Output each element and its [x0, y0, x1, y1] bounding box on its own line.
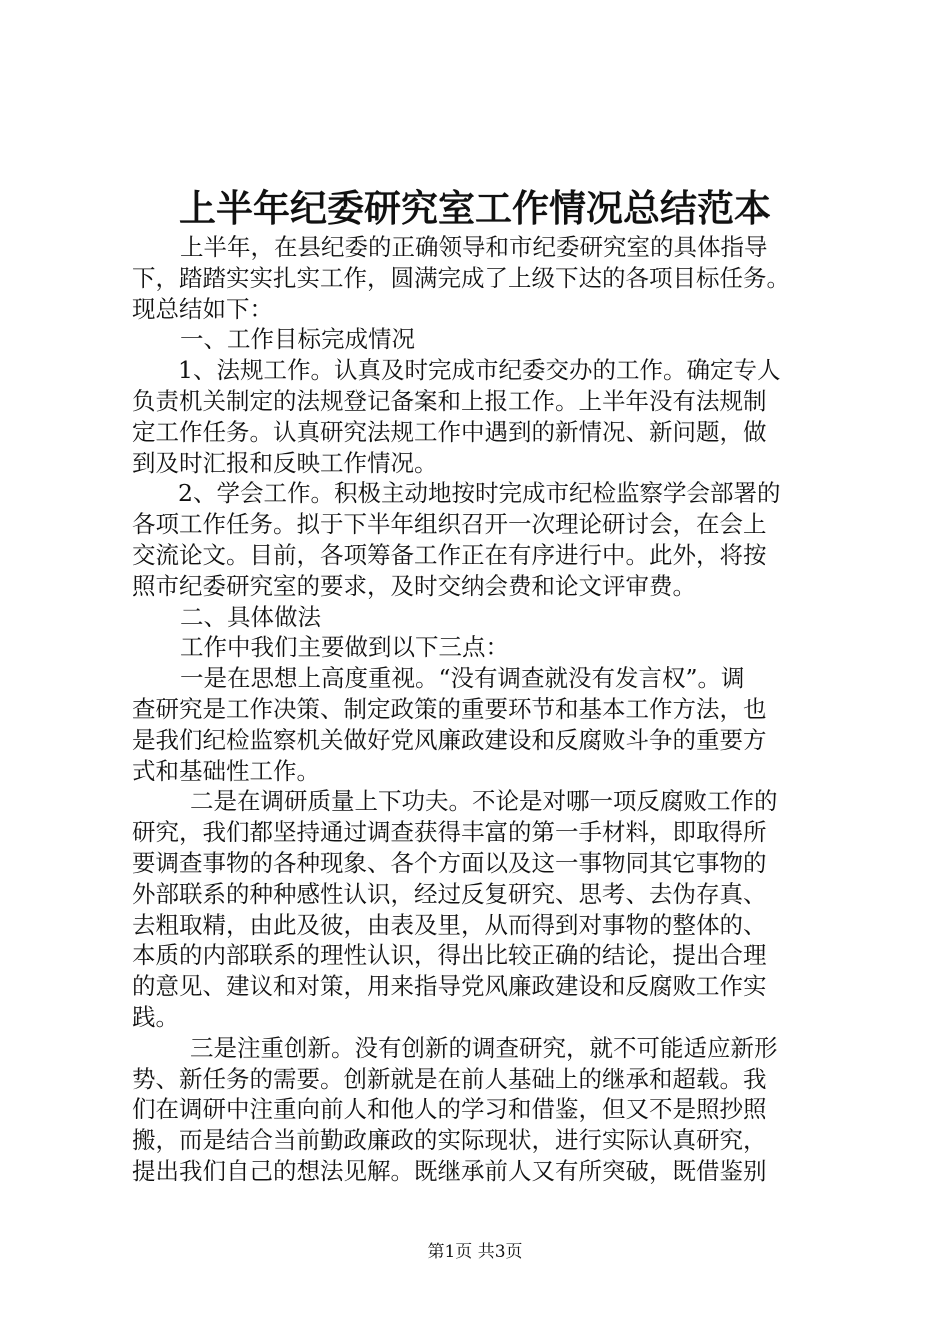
page-footer: 第1页 共3页 — [427, 1242, 523, 1262]
body-line: 践。 — [132, 1002, 179, 1031]
body-line: 各项工作任务。拟于下半年组织召开一次理论研讨会，在会上 — [132, 510, 767, 539]
body-line: 是我们纪检监察机关做好党风廉政建设和反腐败斗争的重要方 — [132, 725, 767, 754]
body-line: 一是在思想上高度重视。“没有调查就没有发言权”。调 — [180, 664, 745, 693]
body-line: 查研究是工作决策、制定政策的重要环节和基本工作方法，也 — [132, 694, 767, 723]
document-title: 上半年纪委研究室工作情况总结范本 — [179, 186, 771, 230]
body-line: 要调查事物的各种现象、各个方面以及这一事物同其它事物的 — [132, 848, 767, 877]
body-line: 二是在调研质量上下功夫。不论是对哪一项反腐败工作的 — [190, 787, 778, 816]
body-line: 下，踏踏实实扎实工作，圆满完成了上级下达的各项目标任务。 — [132, 263, 790, 292]
body-line: 负责机关制定的法规登记备案和上报工作。上半年没有法规制 — [132, 386, 767, 415]
section-heading: 一、工作目标完成情况 — [180, 325, 415, 354]
body-line: 上半年，在县纪委的正确领导和市纪委研究室的具体指导 — [180, 233, 768, 261]
section-heading: 二、具体做法 — [180, 602, 321, 631]
body-line: 1、法规工作。认真及时完成市纪委交办的工作。确定专人 — [178, 356, 781, 385]
body-line: 照市纪委研究室的要求，及时交纳会费和论文评审费。 — [132, 571, 696, 600]
body-line: 势、新任务的需要。创新就是在前人基础上的继承和超载。我 — [132, 1064, 767, 1093]
body-line: 交流论文。目前，各项筹备工作正在有序进行中。此外，将按 — [132, 540, 767, 569]
body-line: 的意见、建议和对策，用来指导党风廉政建设和反腐败工作实 — [132, 972, 767, 1001]
body-line: 现总结如下： — [132, 294, 273, 323]
body-line: 工作中我们主要做到以下三点： — [180, 633, 509, 662]
body-line: 式和基础性工作。 — [132, 756, 320, 785]
body-line: 研究，我们都坚持通过调查获得丰富的第一手材料，即取得所 — [132, 818, 767, 847]
body-line: 三是注重创新。没有创新的调查研究，就不可能适应新形 — [190, 1033, 778, 1062]
body-line: 本质的内部联系的理性认识，得出比较正确的结论，提出合理 — [132, 941, 767, 970]
body-line: 去粗取精，由此及彼，由表及里，从而得到对事物的整体的、 — [132, 910, 767, 939]
body-line: 提出我们自己的想法见解。既继承前人又有所突破，既借鉴别 — [132, 1156, 767, 1185]
body-line: 到及时汇报和反映工作情况。 — [132, 448, 438, 477]
body-line: 搬，而是结合当前勤政廉政的实际现状，进行实际认真研究， — [132, 1126, 767, 1155]
body-line: 外部联系的种种感性认识，经过反复研究、思考、去伪存真、 — [132, 879, 767, 908]
document-body — [132, 232, 832, 1187]
body-line: 2、学会工作。积极主动地按时完成市纪检监察学会部署的 — [178, 479, 781, 508]
body-line: 定工作任务。认真研究法规工作中遇到的新情况、新问题，做 — [132, 417, 767, 446]
body-line: 们在调研中注重向前人和他人的学习和借鉴，但又不是照抄照 — [132, 1095, 767, 1124]
